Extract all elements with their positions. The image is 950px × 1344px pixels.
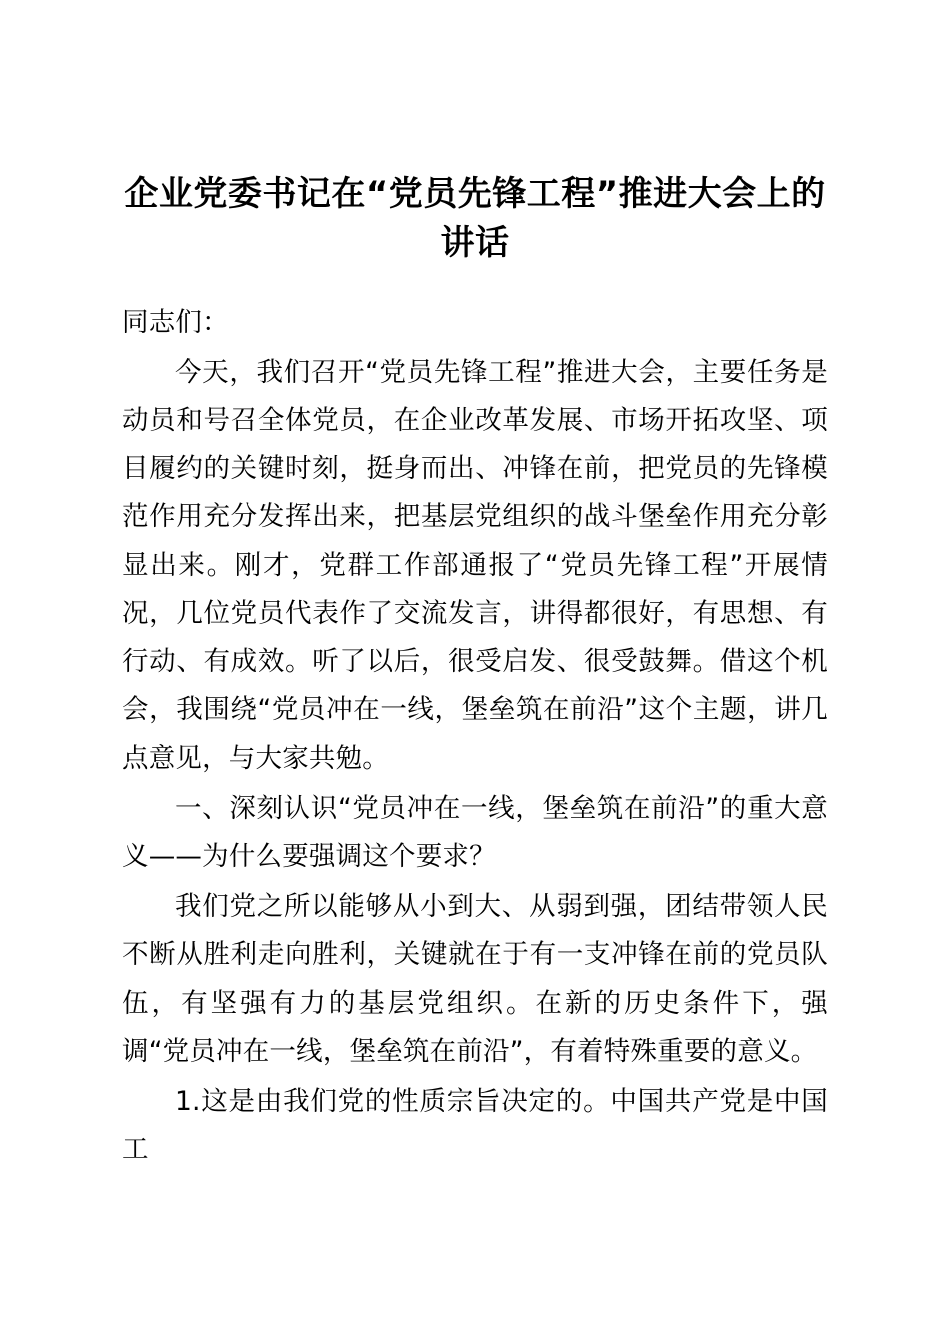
paragraph-section-one-body: 我们党之所以能够从小到大、从弱到强，团结带领人民不断从胜利走向胜利，关键就在于有一支冲锋在前的党员队伍，有坚强有力的基层党组织。在新的历史条件下，强调“党员冲在一线，堡垒筑在前沿”，有着特殊重要的意义。 <box>122 891 828 1067</box>
page-title: 企业党委书记在“党员先锋工程”推进大会上的讲话 <box>124 174 826 264</box>
paragraph-section-one-heading: 一、深刻认识“党员冲在一线，堡垒筑在前沿”的重大意义——为什么要强调这个要求？ <box>122 792 828 872</box>
paragraph-opening: 今天，我们召开“党员先锋工程”推进大会，主要任务是动员和号召全体党员，在企业改革发展、市场开拓攻坚、项目履约的关键时刻，挺身而出、冲锋在前，把党员的先锋模范作用充分发挥出来，把基层党组织的战斗堡垒作用充分彰显出来。刚才，党群工作部通报了“党员先锋工程”开展情况，几位党员代表作了交流发言，讲得都很好，有思想、有行动、有成效。听了以后，很受启发、很受鼓舞。借这个机会，我围绕“党员冲在一线，堡垒筑在前沿”这个主题，讲几点意见，与大家共勉。 <box>122 356 828 774</box>
paragraph-salutation: 同志们： <box>122 306 229 338</box>
paragraph-point-1: 1.这是由我们党的性质宗旨决定的。中国共产党是中国工 <box>122 1086 828 1166</box>
